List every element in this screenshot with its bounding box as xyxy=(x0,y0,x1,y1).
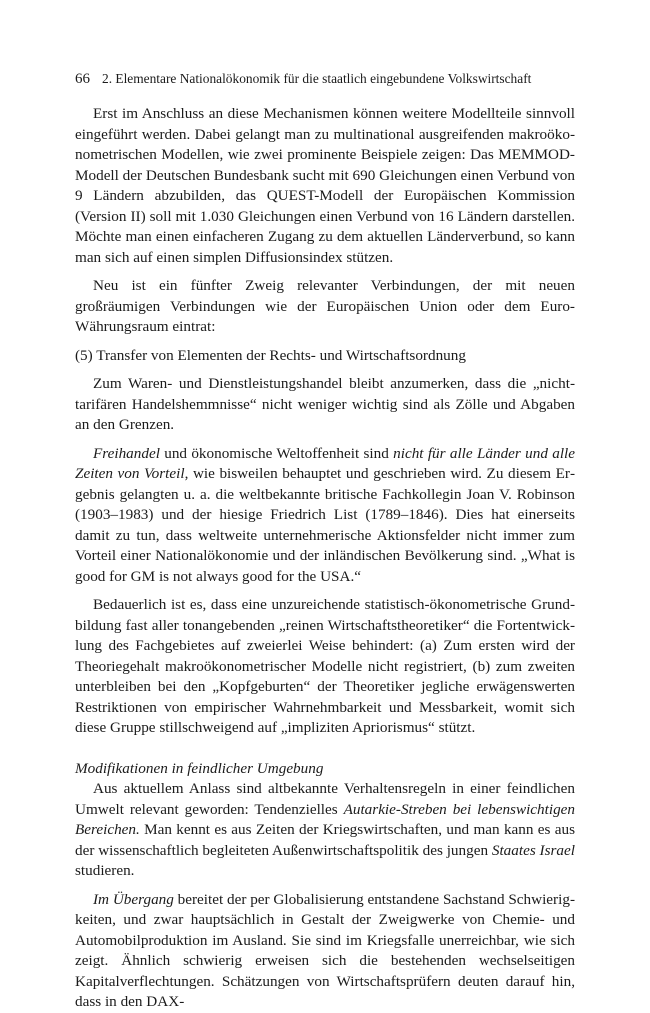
paragraph-text: , wie bisweilen behauptet und geschrieben wird. Zu diesem Ergebnis gelangten u. a. die weltbekannte britische Fachkollegin Joan V. Robinson (1903–1983) und der hiesige Friedrich List (1789–1846). Dies hat einerseits damit zu tun, dass weltweite unternehmerische Aktionsfelder nicht immer zum Vorteil einer Nationalökonomie und der inländischen Bevölkerung sind. „What is good for GM is not always good for the USA.“ xyxy=(75,465,576,585)
emphasis-text: nicht für alle Länder und alle Zeiten von Vorteil xyxy=(75,444,575,482)
paragraph-fifth-branch: Neu ist ein fünfter Zweig relevanter Verbindungen, der mit neuen großräumigen Verbindungen wie der Europäischen Union oder dem Euro-Währungsraum eintrat: xyxy=(75,277,575,335)
emphasis-text: Im Übergang xyxy=(93,890,174,908)
paragraph-models: Erst im Anschluss an diese Mechanismen können weitere Modellteile sinnvoll eingeführt werden. Dabei gelangt man zu multinational ausgreifenden makroökonometrischen Modellen, wie zwei prominente Beispiele zeigen: Das MEMMOD-Modell der Deutschen Bundesbank sucht mit 690 Gleichungen einen Verbund von 9 Ländern abzubilden, das QUEST-Modell der Europäischen Kommission (Version II) soll mit 1.030 Gleichungen einen Verbund von 16 Ländern darstellen. Möchte man einen einfacheren Zugang zu dem aktuellen Länderverbund, so kann man sich auf einen simplen Diffusionsindex stützen. xyxy=(75,105,575,266)
emphasis-text: Freihandel xyxy=(93,444,160,462)
body-text xyxy=(75,104,575,1013)
paragraph-free-trade xyxy=(75,444,575,588)
emphasis-text: Autarkie-Streben bei lebenswichtigen Bereichen. xyxy=(75,800,576,838)
paragraph-text: bereitet der per Globalisierung entstandene Sachstand Schwierigkeiten, und zwar hauptsächlich in Gestalt der Zweigwerke von Chemie- und Automobilproduktion im Ausland. Sie sind im Kriegsfalle unerreichbar, wie sich zeigt. Ähnlich schwierig erweisen sich die bestehenden wechselseitigen Kapitalverflechtungen. Schätzungen von Wirtschaftsprüfern deuten darauf hin, dass in den DAX- xyxy=(75,890,575,1010)
paragraph-text: Aus aktuellem Anlass sind altbekannte Verhaltensregeln in einer feindlichen Umwelt relevant geworden: Tendenzielles xyxy=(75,780,575,818)
paragraph-transition xyxy=(75,890,575,1013)
section-heading: Modifikationen in feindlicher Umgebung xyxy=(75,759,324,777)
paragraph-hostile-environment xyxy=(75,779,575,882)
emphasis-text: Staates Israel xyxy=(491,841,575,859)
running-header xyxy=(75,70,575,89)
paragraph-text: Man kennt es aus Zeiten der Kriegswirtschaften, und man kann es aus der wissenschaftlich begleiteten Außenwirtschaftspolitik des jungen xyxy=(75,821,575,859)
page-number: 66 xyxy=(75,71,90,87)
paragraph-econometric-education: Bedauerlich ist es, dass eine unzureichende statistisch-ökonometrische Grundbildung fast aller tonangebenden „reinen Wirtschaftstheoretiker“ die Fortentwicklung des Fachgebietes auf zweierlei Weise behindert: (a) Zum ersten wird der Theoriegehalt makroökonometrischer Modelle nicht registriert, (b) zum zweiten unterbleiben bei den „Kopfgeburten“ der Theoretiker jegliche erwägenswerten Restriktionen von empirischer Wahrnehmbarkeit und Messbarkeit, womit sich diese Gruppe stillschweigend auf „impliziten Apriorismus“ stützt. xyxy=(75,596,575,736)
enumerated-item-5: (5) Transfer von Elementen der Rechts- und Wirtschaftsordnung xyxy=(75,346,466,364)
paragraph-trade-barriers: Zum Waren- und Dienstleistungshandel bleibt anzumerken, dass die „nichttarifären Handelshemmnisse“ nicht weniger wichtig sind als Zölle und Abgaben an den Grenzen. xyxy=(75,375,575,433)
paragraph-text: studieren. xyxy=(75,862,135,879)
running-title: 2. Elementare Nationalökonomik für die staatlich eingebundene Volkswirtschaft xyxy=(102,71,532,86)
paragraph-text: und ökonomische Weltoffenheit sind xyxy=(159,444,394,462)
